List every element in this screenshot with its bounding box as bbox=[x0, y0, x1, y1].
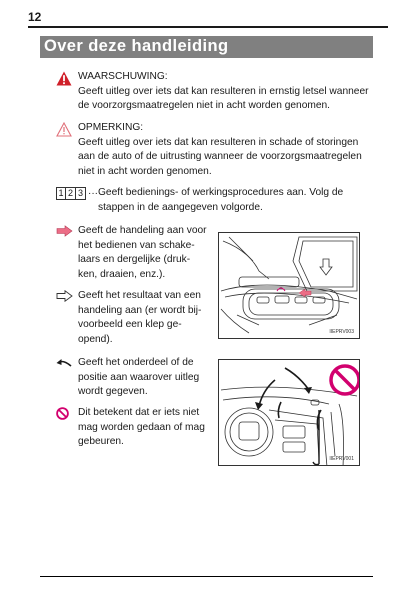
step-digit: 2 bbox=[66, 187, 76, 200]
overhead-console-figure bbox=[218, 232, 360, 339]
operation-line: ken, draaien, enz.). bbox=[78, 268, 166, 280]
warning-title: WAARSCHUWING: bbox=[78, 71, 168, 82]
steering-wheel-illustration bbox=[219, 360, 360, 466]
warning-triangle-icon bbox=[56, 71, 72, 92]
warning-line: de voorzorgsmaatregelen niet in acht worden genomen. bbox=[78, 100, 331, 112]
section-header bbox=[40, 36, 373, 58]
prohibited-line: Dit betekent dat er iets niet bbox=[78, 407, 200, 418]
step-digit: 1 bbox=[56, 187, 66, 200]
figure-label: IIEPRV001 bbox=[329, 456, 354, 462]
filled-arrow-icon bbox=[56, 225, 73, 243]
steps-line: Geeft bedienings- of werkingsprocedures aan. Volg de bbox=[98, 187, 344, 198]
caution-title: OPMERKING: bbox=[78, 122, 144, 133]
prohibited-icon bbox=[56, 407, 69, 426]
figure-label: IIEPRV003 bbox=[329, 329, 354, 335]
prohibited-line: mag worden gedaan of mag bbox=[78, 421, 205, 433]
pointer-arrow-icon bbox=[56, 358, 72, 374]
steps-line: stappen in de aangegeven volgorde. bbox=[98, 201, 263, 213]
caution-triangle-icon bbox=[56, 122, 72, 143]
steering-wheel-figure bbox=[218, 359, 360, 466]
operation-line: Geeft de handeling aan voor bbox=[78, 225, 207, 236]
caution-line: aan de auto of de uitrusting wanneer de voorzorgsmaatregelen bbox=[78, 151, 362, 163]
overhead-console-illustration bbox=[219, 233, 360, 339]
caution-line: Geeft uitleg over iets dat kan resulteren in schade of storingen bbox=[78, 136, 359, 148]
operation-line: het bedienen van schake- bbox=[78, 239, 195, 251]
step-digit: 3 bbox=[76, 187, 86, 200]
result-line: voorbeeld een klep ge- bbox=[78, 319, 182, 331]
result-line: opend). bbox=[78, 333, 113, 345]
outline-arrow-icon bbox=[56, 290, 73, 308]
pointer-line: wordt gegeven. bbox=[78, 386, 148, 398]
header-rule bbox=[28, 26, 388, 28]
step-ellipsis: ··· bbox=[88, 188, 98, 199]
caution-line: niet in acht worden genomen. bbox=[78, 165, 212, 177]
warning-line: Geeft uitleg over iets dat kan resulteren in ernstig letsel wanneer bbox=[78, 85, 369, 97]
operation-line: laars en dergelijke (druk- bbox=[78, 254, 191, 266]
page-number: 12 bbox=[28, 10, 42, 24]
step-numbers-icon bbox=[56, 187, 98, 200]
prohibited-sign-icon bbox=[331, 366, 359, 394]
pointer-line: positie aan waarover uitleg bbox=[78, 371, 200, 383]
result-line: handeling aan (er wordt bij- bbox=[78, 304, 202, 316]
result-line: Geeft het resultaat van een bbox=[78, 290, 201, 301]
footer-rule bbox=[40, 576, 373, 577]
prohibited-line: gebeuren. bbox=[78, 436, 124, 448]
section-title: Over deze handleiding bbox=[44, 37, 229, 55]
pointer-line: Geeft het onderdeel of de bbox=[78, 357, 194, 368]
